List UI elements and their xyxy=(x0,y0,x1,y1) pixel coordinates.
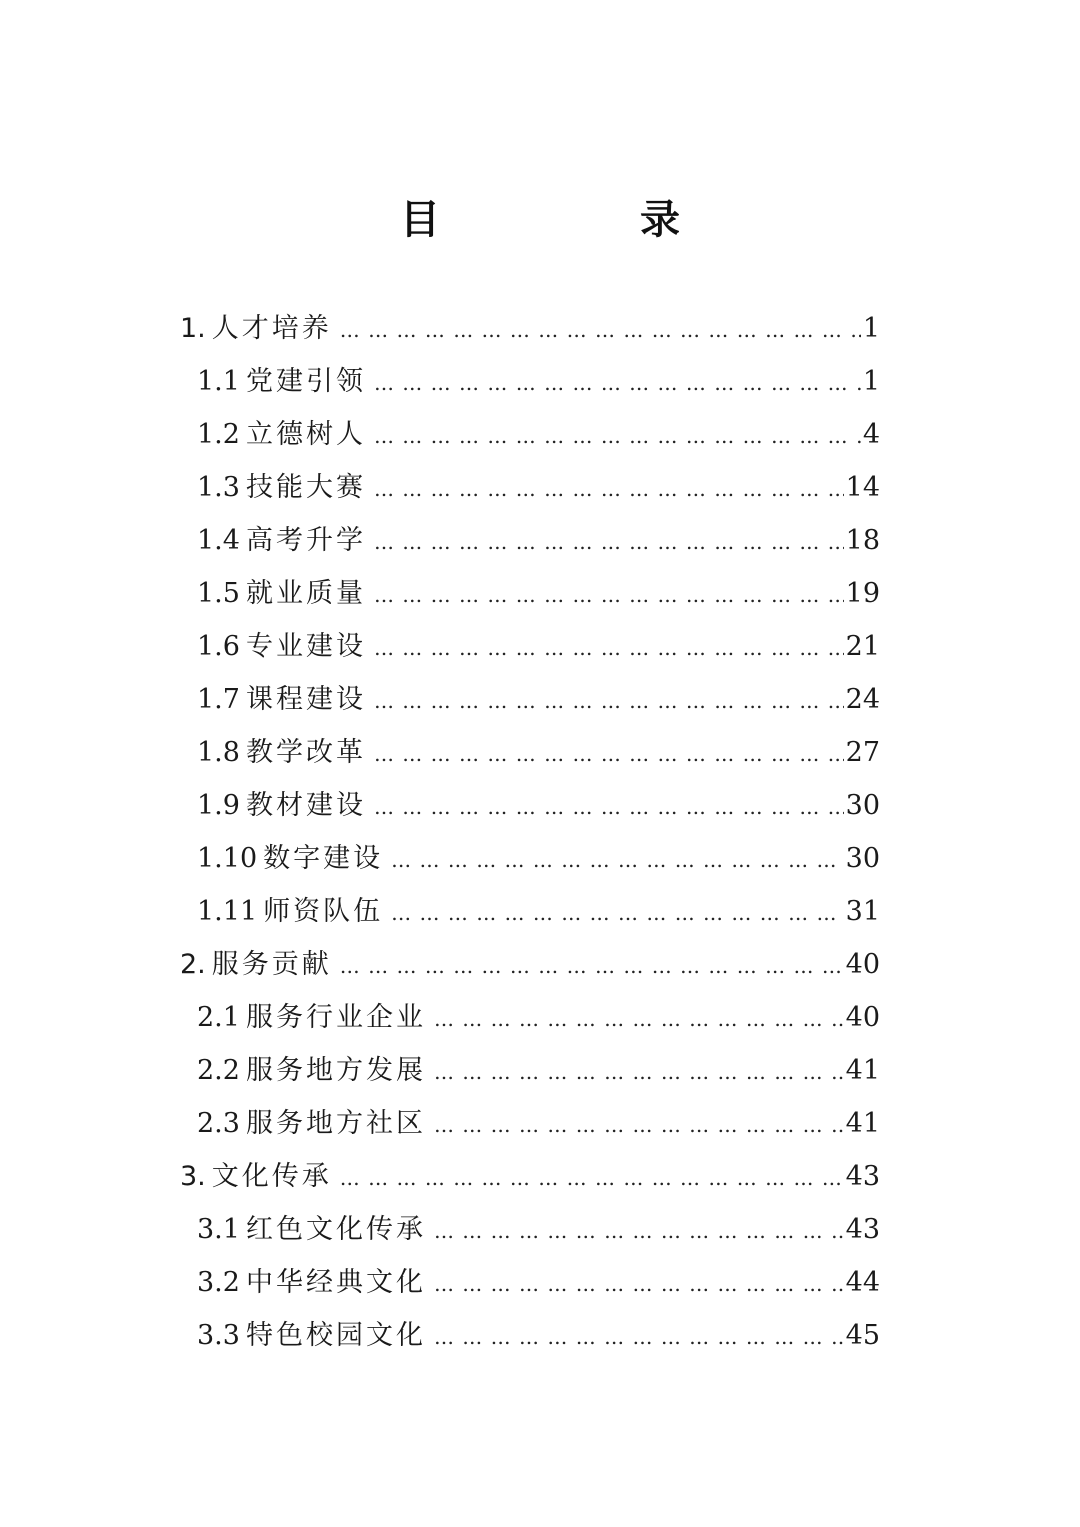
toc-page-number: 4 xyxy=(862,419,880,450)
toc-subsection-entry xyxy=(180,1097,880,1150)
toc-dot-leader xyxy=(340,940,844,993)
toc-entry-number: 1.11 xyxy=(197,896,258,927)
toc-entry-number: 3. xyxy=(180,1161,206,1192)
toc-entry-number: 1.10 xyxy=(197,843,258,874)
toc-dot-leader xyxy=(374,569,844,622)
toc-dot-leader xyxy=(374,675,844,728)
toc-entry-label: 红色文化传承 xyxy=(245,1214,426,1245)
toc-page-number: 40 xyxy=(845,949,880,980)
toc-page-number: 30 xyxy=(845,843,880,874)
toc-dot-leader xyxy=(340,304,861,357)
toc-subsection-entry xyxy=(180,355,880,408)
toc-dot-leader xyxy=(434,1258,844,1311)
toc-page-number: 27 xyxy=(845,737,880,768)
toc-dot-leader xyxy=(374,781,844,834)
toc-page-number: 1 xyxy=(862,366,880,397)
toc-dot-leader xyxy=(391,887,844,940)
toc-page-number: 44 xyxy=(845,1267,880,1298)
toc-entry-number: 1.2 xyxy=(197,419,240,450)
toc-subsection-entry xyxy=(180,620,880,673)
toc-subsection-entry xyxy=(180,514,880,567)
toc-entry-label: 文化传承 xyxy=(211,1161,332,1192)
toc-entry-label: 教材建设 xyxy=(245,790,366,821)
toc-entry-number: 1.6 xyxy=(197,631,240,662)
toc-dot-leader xyxy=(434,1046,844,1099)
toc-entry-number: 2. xyxy=(180,949,206,980)
toc-entry-number: 2.3 xyxy=(197,1108,240,1139)
toc-entry-label: 立德树人 xyxy=(245,419,366,450)
toc-entry-label: 数字建设 xyxy=(263,843,384,874)
table-of-contents xyxy=(180,302,880,1362)
toc-page-number: 14 xyxy=(845,472,880,503)
toc-entry-number: 1.5 xyxy=(197,578,240,609)
toc-dot-leader xyxy=(434,1311,844,1364)
toc-entry-label: 就业质量 xyxy=(245,578,366,609)
toc-entry-number: 2.2 xyxy=(197,1055,240,1086)
toc-dot-leader xyxy=(374,516,844,569)
toc-entry-label: 特色校园文化 xyxy=(245,1320,426,1351)
toc-subsection-entry xyxy=(180,885,880,938)
toc-section-entry xyxy=(180,938,880,991)
toc-page-number: 1 xyxy=(862,313,880,344)
toc-entry-number: 1.7 xyxy=(197,684,240,715)
toc-section-entry xyxy=(180,1150,880,1203)
toc-subsection-entry xyxy=(180,726,880,779)
toc-dot-leader xyxy=(434,993,844,1046)
toc-page-number: 43 xyxy=(845,1214,880,1245)
toc-entry-number: 1.1 xyxy=(197,366,240,397)
toc-dot-leader xyxy=(391,834,844,887)
toc-entry-number: 1.4 xyxy=(197,525,240,556)
toc-page-number: 31 xyxy=(845,896,880,927)
toc-entry-label: 服务地方发展 xyxy=(245,1055,426,1086)
toc-dot-leader xyxy=(374,410,861,463)
toc-entry-number: 1.3 xyxy=(197,472,240,503)
toc-page-number: 41 xyxy=(845,1108,880,1139)
toc-entry-number: 3.3 xyxy=(197,1320,240,1351)
toc-subsection-entry xyxy=(180,991,880,1044)
toc-section-entry xyxy=(180,302,880,355)
toc-page-number: 24 xyxy=(845,684,880,715)
toc-entry-label: 党建引领 xyxy=(245,366,366,397)
toc-page-number: 43 xyxy=(845,1161,880,1192)
toc-subsection-entry xyxy=(180,461,880,514)
toc-page-number: 45 xyxy=(845,1320,880,1351)
toc-entry-number: 1.8 xyxy=(197,737,240,768)
toc-page-number: 41 xyxy=(845,1055,880,1086)
toc-page-number: 18 xyxy=(845,525,880,556)
toc-dot-leader xyxy=(374,622,844,675)
toc-entry-label: 专业建设 xyxy=(245,631,366,662)
toc-page-number: 30 xyxy=(845,790,880,821)
toc-page-number: 21 xyxy=(845,631,880,662)
toc-entry-label: 服务行业企业 xyxy=(245,1002,426,1033)
toc-page-number: 40 xyxy=(845,1002,880,1033)
toc-dot-leader xyxy=(374,463,844,516)
toc-dot-leader xyxy=(374,728,844,781)
toc-subsection-entry xyxy=(180,832,880,885)
toc-dot-leader xyxy=(374,357,861,410)
toc-entry-label: 服务地方社区 xyxy=(245,1108,426,1139)
toc-entry-number: 3.1 xyxy=(197,1214,240,1245)
toc-entry-label: 教学改革 xyxy=(245,737,366,768)
toc-entry-label: 高考升学 xyxy=(245,525,366,556)
toc-entry-number: 2.1 xyxy=(197,1002,240,1033)
toc-page-number: 19 xyxy=(845,578,880,609)
toc-entry-label: 中华经典文化 xyxy=(245,1267,426,1298)
toc-subsection-entry xyxy=(180,779,880,832)
toc-dot-leader xyxy=(434,1205,844,1258)
toc-subsection-entry xyxy=(180,567,880,620)
toc-entry-number: 1. xyxy=(180,313,206,344)
toc-entry-label: 人才培养 xyxy=(211,313,332,344)
toc-subsection-entry xyxy=(180,1044,880,1097)
toc-dot-leader xyxy=(434,1099,844,1152)
page-title: 目 录 xyxy=(400,197,760,243)
toc-subsection-entry xyxy=(180,1309,880,1362)
toc-subsection-entry xyxy=(180,408,880,461)
toc-entry-label: 服务贡献 xyxy=(211,949,332,980)
toc-entry-number: 1.9 xyxy=(197,790,240,821)
toc-subsection-entry xyxy=(180,1256,880,1309)
toc-subsection-entry xyxy=(180,1203,880,1256)
toc-entry-label: 课程建设 xyxy=(245,684,366,715)
toc-dot-leader xyxy=(340,1152,844,1205)
toc-entry-label: 师资队伍 xyxy=(263,896,384,927)
toc-entry-label: 技能大赛 xyxy=(245,472,366,503)
toc-entry-number: 3.2 xyxy=(197,1267,240,1298)
toc-subsection-entry xyxy=(180,673,880,726)
